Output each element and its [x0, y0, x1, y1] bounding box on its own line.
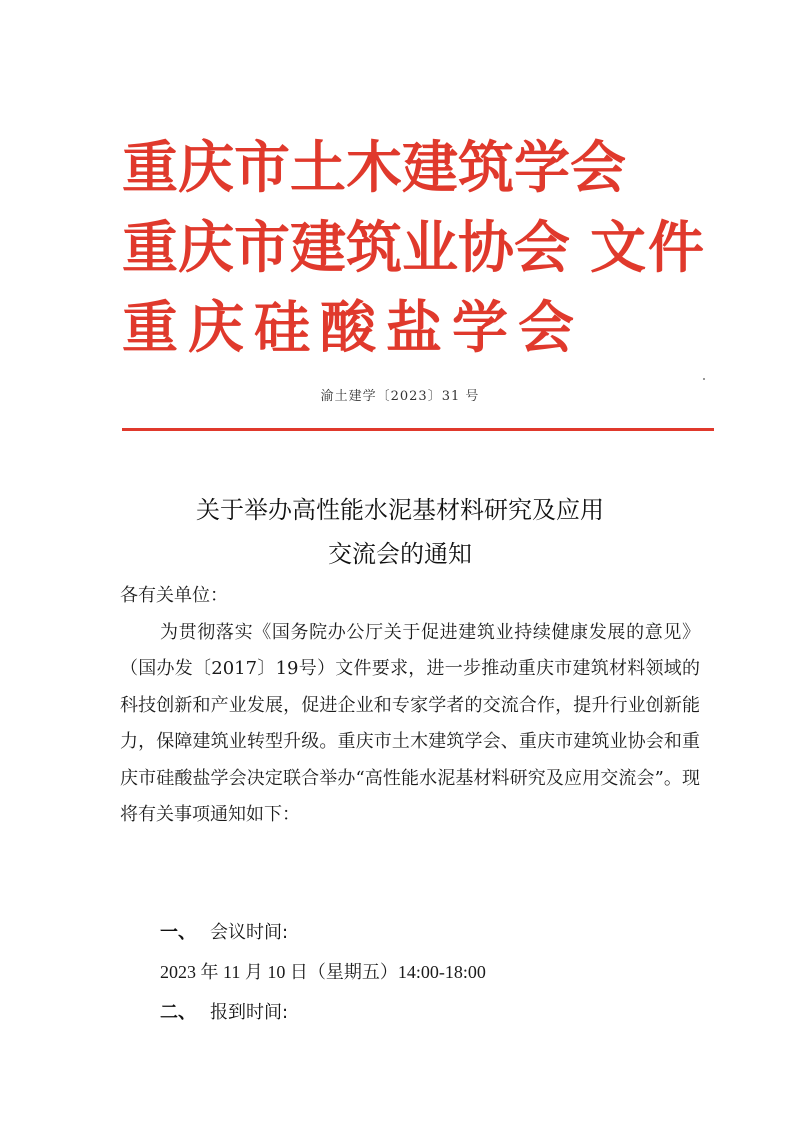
salutation: 各有关单位：	[120, 585, 228, 606]
red-divider-line	[122, 428, 714, 431]
org-name: 重庆市土木建筑学会	[122, 135, 626, 201]
section-number: 一、	[160, 922, 196, 943]
notice-title-line-1: 关于举办高性能水泥基材料研究及应用	[196, 496, 604, 524]
section-heading-meeting-time	[160, 918, 288, 944]
section-number: 二、	[160, 1002, 196, 1023]
scan-speck	[703, 378, 705, 380]
document-number: 渝土建学〔2023〕31 号	[320, 389, 480, 404]
org-line-construction-association	[122, 208, 742, 288]
notice-title-line-2: 交流会的通知	[328, 540, 472, 568]
notice-title	[0, 488, 800, 576]
org-line-silicate-society	[122, 288, 742, 368]
org-name: 重庆市建筑业协会	[122, 215, 570, 281]
body-text	[120, 578, 700, 834]
org-name: 重庆硅酸盐学会	[122, 295, 584, 361]
meeting-time-value: 2023 年 11 月 10 日（星期五）14:00-18:00	[160, 962, 486, 982]
doc-suffix: 文件	[590, 215, 706, 281]
section-label: 报到时间:	[210, 1002, 289, 1023]
section-heading-registration-time	[160, 998, 288, 1024]
red-header	[122, 128, 742, 368]
body-paragraph: 为贯彻落实《国务院办公厅关于促进建筑业持续健康发展的意见》（国办发〔2017〕19号）文件要求，进一步推动重庆市建筑材料领域的科技创新和产业发展，促进企业和专家学者的交流合作，提升行业创新能力，保障建筑业转型升级。重庆市土木建筑学会、重庆市建筑业协会和重庆市硅酸盐学会决定联合举办“高性能水泥基材料研究及应用交流会”。现将有关事项通知如下：	[120, 621, 700, 825]
section-label: 会议时间:	[210, 922, 289, 943]
org-line-civil-engineering-society	[122, 128, 742, 208]
